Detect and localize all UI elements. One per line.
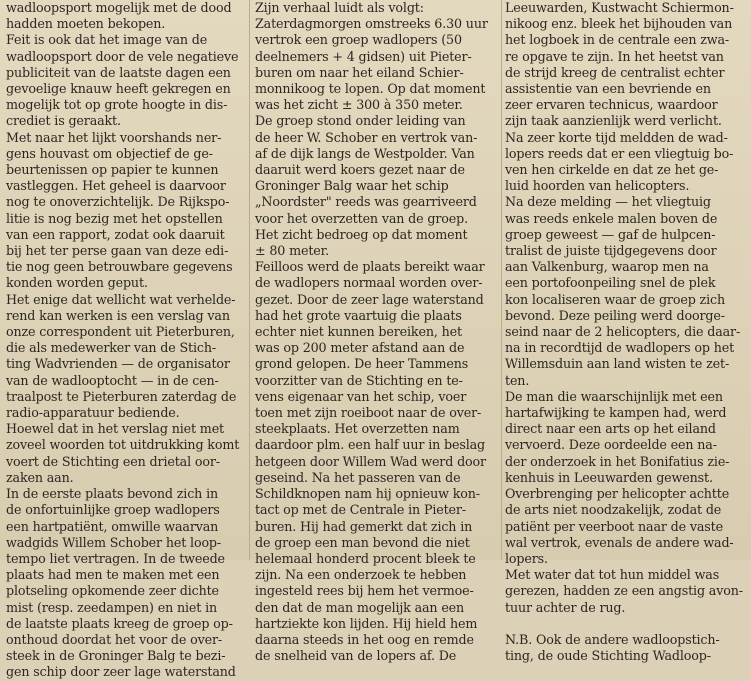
article-line: In de eerste plaats bevond zich in bbox=[6, 486, 219, 502]
article-line: gen schip door zeer lage waterstand bbox=[6, 664, 236, 680]
article-line: ven hen cirkelde en dat ze het ge- bbox=[505, 162, 719, 178]
article-line: gezet. Door de zeer lage waterstand bbox=[255, 291, 484, 307]
article-line: direct naar een arts op het eiland bbox=[505, 421, 716, 437]
article-line: crediet is geraakt. bbox=[6, 113, 121, 129]
article-line: helemaal honderd procent bleek te bbox=[255, 550, 476, 566]
article-line: luid hoorden van helicopters. bbox=[505, 178, 690, 194]
article-line: daaruit werd koers gezet naar de bbox=[255, 162, 465, 178]
article-line: der onderzoek in het Bonifatius zie- bbox=[505, 453, 730, 469]
article-line: seind naar de 2 helicopters, die daar- bbox=[505, 324, 741, 340]
article-line: Feilloos werd de plaats bereikt waar bbox=[255, 259, 485, 275]
article-line: kenhuis in Leeuwarden gewenst. bbox=[505, 469, 713, 485]
article-line: grond gelopen. De heer Tammens bbox=[255, 356, 469, 372]
article-line: daarna steeds in het oog en remde bbox=[255, 631, 474, 647]
article-line: buren. Hij had gemerkt dat zich in bbox=[255, 518, 473, 534]
article-line: de snelheid van de lopers af. De bbox=[255, 648, 457, 664]
article-line: vens eigenaar van het schip, voer bbox=[255, 388, 467, 404]
article-line: gens houvast om objectief de ge- bbox=[6, 145, 213, 161]
article-line: ting Wadvrienden — de organisator bbox=[6, 356, 230, 372]
article-column-2 bbox=[255, 0, 499, 664]
article-line: echter niet kunnen bereiken, het bbox=[255, 324, 462, 340]
article-line: buren om naar het eiland Schier- bbox=[255, 64, 464, 80]
article-line: lopers reeds dat er een vliegtuig bo- bbox=[505, 145, 734, 161]
article-line: na in recordtijd de wadlopers op het bbox=[505, 340, 735, 356]
article-line: was reeds enkele malen boven de bbox=[505, 210, 718, 226]
article-line: nikoog enz. bleek het bijhouden van bbox=[505, 16, 733, 32]
article-line: Met water dat tot hun middel was bbox=[505, 567, 720, 583]
article-line: geseind. Na het passeren van de bbox=[255, 469, 461, 485]
article-line: Na zeer korte tijd meldden de wad- bbox=[505, 129, 728, 145]
article-line: ten. bbox=[505, 372, 530, 388]
article-line: steekplaats. Het overzetten nam bbox=[255, 421, 460, 437]
article-line: de onfortuinlijke groep wadlopers bbox=[6, 502, 220, 518]
article-line: hartafwijking te kampen had, werd bbox=[505, 405, 727, 421]
article-line: voorzitter van de Stichting en te- bbox=[255, 372, 463, 388]
article-line: wal vertrok, evenals de andere wad- bbox=[505, 534, 734, 550]
article-line: vervoerd. Deze oordeelde een na- bbox=[505, 437, 717, 453]
article-line: beurtenissen op papier te kunnen bbox=[6, 162, 219, 178]
article-line: het logboek in de centrale een zwa- bbox=[505, 32, 730, 48]
article-line: hadden moeten bekopen. bbox=[6, 16, 166, 32]
article-line: Na deze melding — het vliegtuig bbox=[505, 194, 711, 210]
article-line: konden worden geput. bbox=[6, 275, 148, 291]
article-line: de heer W. Schober en vertrok van- bbox=[255, 129, 478, 145]
article-line: Zijn verhaal luidt als volgt: bbox=[255, 0, 424, 15]
article-line: mogelijk tot op grote hoogte in dis- bbox=[6, 97, 228, 113]
article-line: toen met zijn roeiboot naar de over- bbox=[255, 405, 482, 421]
article-line: Schildknopen nam hij opnieuw kon- bbox=[255, 486, 480, 502]
article-line: de strijd kreeg de centralist echter bbox=[505, 64, 725, 80]
article-line: tempo liet vertragen. In de tweede bbox=[6, 550, 225, 566]
article-line: aan Valkenburg, waarop men na bbox=[505, 259, 709, 275]
column-divider bbox=[501, 0, 502, 560]
article-line: patiënt per veerboot naar de vaste bbox=[505, 518, 723, 534]
article-line: plaats had men te maken met een bbox=[6, 567, 220, 583]
article-line: traalpost te Pieterburen zaterdag de bbox=[6, 388, 237, 404]
article-line: Willemsduin aan land wisten te zet- bbox=[505, 356, 730, 372]
article-line: de laatste plaats kreeg de groep op- bbox=[6, 615, 233, 631]
article-line: De man die waarschijnlijk met een bbox=[505, 388, 723, 404]
article-line: Met naar het lijkt voorshands ner- bbox=[6, 129, 222, 145]
article-line: radio-apparatuur bediende. bbox=[6, 405, 180, 421]
article-line: monnikoog te lopen. Op dat moment bbox=[255, 81, 486, 97]
article-line: vastleggen. Het geheel is daarvoor bbox=[6, 178, 226, 194]
article-line: een hartpatiënt, omwille waarvan bbox=[6, 518, 219, 534]
article-line: Het zicht bedroeg op dat moment bbox=[255, 226, 468, 242]
article-line: rend kan werken is een verslag van bbox=[6, 307, 230, 323]
article-line: zoveel woorden tot uitdrukking komt bbox=[6, 437, 240, 453]
article-line: onthoud doordat het voor de over- bbox=[6, 631, 223, 647]
article-line: gevoelige knauw heeft gekregen en bbox=[6, 81, 231, 97]
article-line: was op 200 meter afstand aan de bbox=[255, 340, 465, 356]
article-line: de wadlopers normaal worden over- bbox=[255, 275, 483, 291]
article-line: litie is nog bezig met het opstellen bbox=[6, 210, 223, 226]
article-line: tuur achter de rug. bbox=[505, 599, 626, 615]
article-line: „Noordster" reeds was gearriveerd bbox=[255, 194, 477, 210]
article-line: Overbrenging per helicopter achtte bbox=[505, 486, 730, 502]
article-line: ingesteld rees bij hem het vermoe- bbox=[255, 583, 474, 599]
article-line: de groep een man bevond die niet bbox=[255, 534, 470, 550]
article-line: hetgeen door Willem Wad werd door bbox=[255, 453, 486, 469]
article-line: publiciteit van de laatste dagen een bbox=[6, 64, 231, 80]
article-line: bevond. Deze peiling werd doorge- bbox=[505, 307, 725, 323]
article-line bbox=[505, 616, 749, 632]
article-line: assistentie van een bevriende en bbox=[505, 81, 711, 97]
article-line: Groninger Balg waar het schip bbox=[255, 178, 449, 194]
article-column-3 bbox=[505, 0, 749, 664]
article-column-1 bbox=[6, 0, 244, 681]
article-line: re opgave te zijn. In het heetst van bbox=[505, 48, 724, 64]
article-line: kon localiseren waar de groep zich bbox=[505, 291, 725, 307]
article-line: Het enige dat wellicht wat verhelde- bbox=[6, 291, 236, 307]
article-line: De groep stond onder leiding van bbox=[255, 113, 466, 129]
article-line: de arts niet noodzakelijk, zodat de bbox=[505, 502, 722, 518]
article-line: zeer ervaren technicus, waardoor bbox=[505, 97, 718, 113]
article-line: Hoewel dat in het verslag niet met bbox=[6, 421, 224, 437]
article-line: steek in de Groninger Balg te bezi- bbox=[6, 648, 226, 664]
article-line: deelnemers + 4 gidsen) uit Pieter- bbox=[255, 48, 472, 64]
article-line: Zaterdagmorgen omstreeks 6.30 uur bbox=[255, 16, 488, 32]
article-line: plotseling opkomende zeer dichte bbox=[6, 583, 219, 599]
article-line: Feit is ook dat het image van de bbox=[6, 32, 208, 48]
article-line: tralist de juiste tijdgegevens door bbox=[505, 243, 717, 259]
article-line: lopers. bbox=[505, 550, 548, 566]
article-line: tie nog geen betrouwbare gegevens bbox=[6, 259, 233, 275]
article-line: daardoor plm. een half uur in beslag bbox=[255, 437, 486, 453]
article-line: van een rapport, zodat ook daaruit bbox=[6, 226, 225, 242]
article-line: af de dijk langs de Westpolder. Van bbox=[255, 145, 475, 161]
article-line: die als medewerker van de Stich- bbox=[6, 340, 216, 356]
article-line: ± 80 meter. bbox=[255, 243, 330, 259]
article-line: was het zicht ± 300 à 350 meter. bbox=[255, 97, 463, 113]
article-line: wadloopsport door de vele negatieve bbox=[6, 48, 239, 64]
column-divider bbox=[249, 0, 250, 560]
article-line: vertrok een groep wadlopers (50 bbox=[255, 32, 462, 48]
article-line: mist (resp. zeedampen) en niet in bbox=[6, 599, 218, 615]
article-line: tact op met de Centrale in Pieter- bbox=[255, 502, 466, 518]
article-line: groep geweest — gaf de hulpcen- bbox=[505, 226, 716, 242]
article-line: van de wadlooptocht — in de cen- bbox=[6, 372, 219, 388]
article-line: bij het ter perse gaan van deze edi- bbox=[6, 243, 229, 259]
article-line: zijn taak aanzienlijk werd verlicht. bbox=[505, 113, 722, 129]
article-line: ting, de oude Stichting Wadloop- bbox=[505, 648, 711, 664]
article-line: zijn. Na een onderzoek te hebben bbox=[255, 567, 467, 583]
article-line: wadgids Willem Schober het loop- bbox=[6, 534, 222, 550]
article-line: onze correspondent uit Pieterburen, bbox=[6, 324, 235, 340]
article-line: zaken aan. bbox=[6, 469, 74, 485]
article-line: wadloopsport mogelijk met de dood bbox=[6, 0, 232, 15]
article-line: den dat de man mogelijk aan een bbox=[255, 599, 465, 615]
article-line: Leeuwarden, Kustwacht Schiermon- bbox=[505, 0, 734, 15]
article-line: voert de Stichting een drietal oor- bbox=[6, 453, 220, 469]
article-line: N.B. Ook de andere wadloopstich- bbox=[505, 631, 720, 647]
article-line: nog te onoverzichtelijk. De Rijkspo- bbox=[6, 194, 230, 210]
article-line: een portofoonpeiling snel de plek bbox=[505, 275, 716, 291]
article-line: had het grote vaartuig die plaats bbox=[255, 307, 462, 323]
article-line: voor het overzetten van de groep. bbox=[255, 210, 468, 226]
article-line: gerezen, hadden ze een angstig avon- bbox=[505, 583, 743, 599]
article-line: hartziekte kon lijden. Hij hield hem bbox=[255, 615, 478, 631]
